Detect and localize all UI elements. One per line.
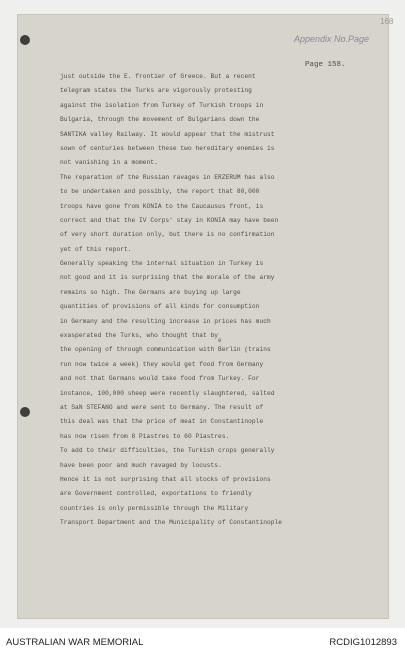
insertion-mark: e bbox=[218, 337, 222, 344]
text-line: The reparation of the Russian ravages in ERZERUM has also bbox=[60, 173, 275, 181]
folio-number: 168 bbox=[380, 17, 394, 26]
text-line: Bulgaria, through the movement of Bulgarians down the bbox=[60, 116, 260, 124]
text-line: quantities of provisions of all kinds for consumption bbox=[60, 303, 260, 311]
punch-hole bbox=[20, 407, 30, 417]
typed-body-text bbox=[60, 70, 370, 531]
text-line: countries is only permissible through the Military bbox=[60, 504, 249, 512]
text-line: are Government controlled, exportations to friendly bbox=[60, 490, 252, 498]
text-line: this deal was that the price of meat in Constantinople bbox=[60, 418, 264, 426]
appendix-annotation: Appendix No.Page bbox=[294, 34, 370, 44]
text-line: sown of centuries between these two hereditary enemies is bbox=[60, 144, 275, 152]
text-line: exasperated the Turks, who thought that by bbox=[60, 332, 219, 340]
text-line: to be undertaken and possibly, the report that 80,000 bbox=[60, 188, 260, 196]
text-line: troops have gone from KONIA to the Caucausus front, is bbox=[60, 202, 264, 210]
text-line: at SaN STEFANO and were sent to Germany. The result of bbox=[60, 403, 264, 411]
institution-credit: AUSTRALIAN WAR MEMORIAL bbox=[6, 637, 144, 648]
text-line: Transport Department and the Municipality of Constantinople bbox=[60, 519, 283, 527]
text-line: run now twice a week) they would get food from Germany bbox=[60, 360, 264, 368]
text-line: telegram states the Turks are vigorously protesting bbox=[60, 87, 252, 95]
text-line: not good and it is surprising that the morale of the army bbox=[60, 274, 275, 282]
text-line: against the isolation from Turkey of Turkish troops in bbox=[60, 101, 264, 109]
text-line: yet of this report. bbox=[60, 245, 132, 253]
text-line: just outside the E. frontier of Greece. But a recent bbox=[60, 73, 256, 80]
text-line: the opening of through communication with Berlin (trains bbox=[60, 346, 271, 354]
text-line: in Germany and the resulting increase in prices has much bbox=[60, 317, 271, 325]
text-line: of very short duration only, but there is no confirmation bbox=[60, 231, 275, 239]
text-line: have been poor and much ravaged by locusts. bbox=[60, 461, 222, 469]
text-line: and not that Germans would take food from Turkey. For bbox=[60, 375, 260, 383]
text-line: instance, 100,000 sheep were recently slaughtered, salted bbox=[60, 389, 275, 397]
punch-hole bbox=[20, 35, 30, 45]
text-line: correct and that the IV Corps' stay in KONIA may have been bbox=[60, 216, 279, 224]
record-id: RCDIG1012893 bbox=[329, 637, 397, 648]
text-line: Generally speaking the internal situation in Turkey is bbox=[60, 260, 264, 268]
text-line: remains so high. The Germans are buying up large bbox=[60, 288, 241, 296]
text-line: not vanishing in a moment. bbox=[60, 159, 158, 167]
text-line: has now risen from 8 Piastres to 60 Piastres. bbox=[60, 432, 230, 440]
text-line: To add to their difficulties, the Turkish crops generally bbox=[60, 447, 275, 455]
page-number: Page 158. bbox=[305, 61, 346, 69]
text-line: Hence it is not surprising that all stocks of provisions bbox=[60, 475, 271, 483]
text-line: SANTIKA valley Railway. It would appear that the mistrust bbox=[60, 130, 275, 138]
